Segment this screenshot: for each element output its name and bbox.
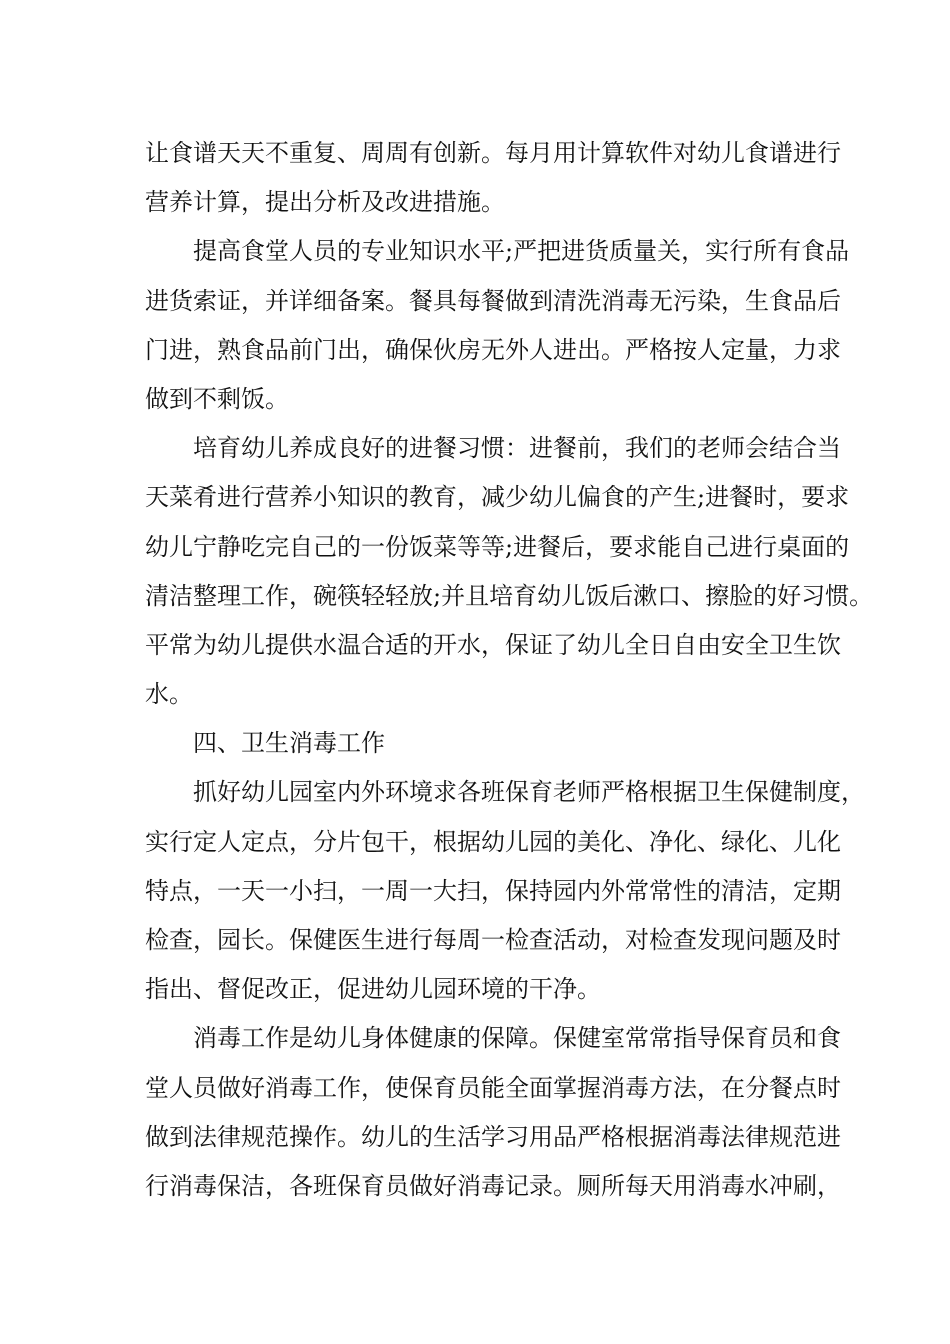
text-line: 实行定人定点，分片包干，根据幼儿园的美化、净化、绿化、儿化	[145, 827, 841, 856]
text-line: 堂人员做好消毒工作，使保育员能全面掌握消毒方法，在分餐点时	[145, 1073, 841, 1102]
text-line: 让食谱天天不重复、周周有创新。每月用计算软件对幼儿食谱进行	[145, 139, 841, 167]
text-line: 幼儿宁静吃完自己的一份饭菜等等;进餐后，要求能自己进行桌面的	[145, 532, 850, 561]
section-heading: 四、卫生消毒工作	[193, 729, 385, 758]
document-body	[145, 129, 874, 1211]
text-line: 进货索证，并详细备案。餐具每餐做到清洗消毒无污染，生食品后	[145, 286, 841, 315]
paragraph-start-line: 抓好幼儿园室内外环境求各班保育老师严格根据卫生保健制度，	[193, 778, 865, 807]
text-line: 检查，园长。保健医生进行每周一检查活动，对检查发现问题及时	[145, 926, 841, 954]
text-line: 指出、督促改正，促进幼儿园环境的干净。	[145, 975, 601, 1004]
text-line: 天菜肴进行营养小知识的教育，减少幼儿偏食的产生;进餐时，要求	[145, 483, 850, 512]
paragraph-start-line: 培育幼儿养成良好的进餐习惯：进餐前，我们的老师会结合当	[193, 434, 841, 463]
paragraph-start-line: 消毒工作是幼儿身体健康的保障。保健室常常指导保育员和食	[193, 1024, 841, 1053]
text-line: 特点，一天一小扫，一周一大扫，保持园内外常常性的清洁，定期	[145, 876, 841, 905]
text-line: 平常为幼儿提供水温合适的开水，保证了幼儿全日自由安全卫生饮	[145, 630, 841, 659]
text-line: 水。	[145, 680, 193, 709]
text-line: 门进，熟食品前门出，确保伙房无外人进出。严格按人定量，力求	[145, 335, 841, 364]
text-line: 做到不剩饭。	[145, 384, 289, 413]
text-line: 营养计算，提出分析及改进措施。	[145, 188, 505, 217]
text-line: 清洁整理工作，碗筷轻轻放;并且培育幼儿饭后漱口、擦脸的好习惯。	[145, 581, 874, 610]
paragraph-start-line: 提高食堂人员的专业知识水平;严把进货质量关，实行所有食品	[193, 237, 850, 266]
text-line: 行消毒保洁，各班保育员做好消毒记录。厕所每天用消毒水冲刷，	[145, 1171, 841, 1200]
text-line: 做到法律规范操作。幼儿的生活学习用品严格根据消毒法律规范进	[145, 1122, 841, 1151]
